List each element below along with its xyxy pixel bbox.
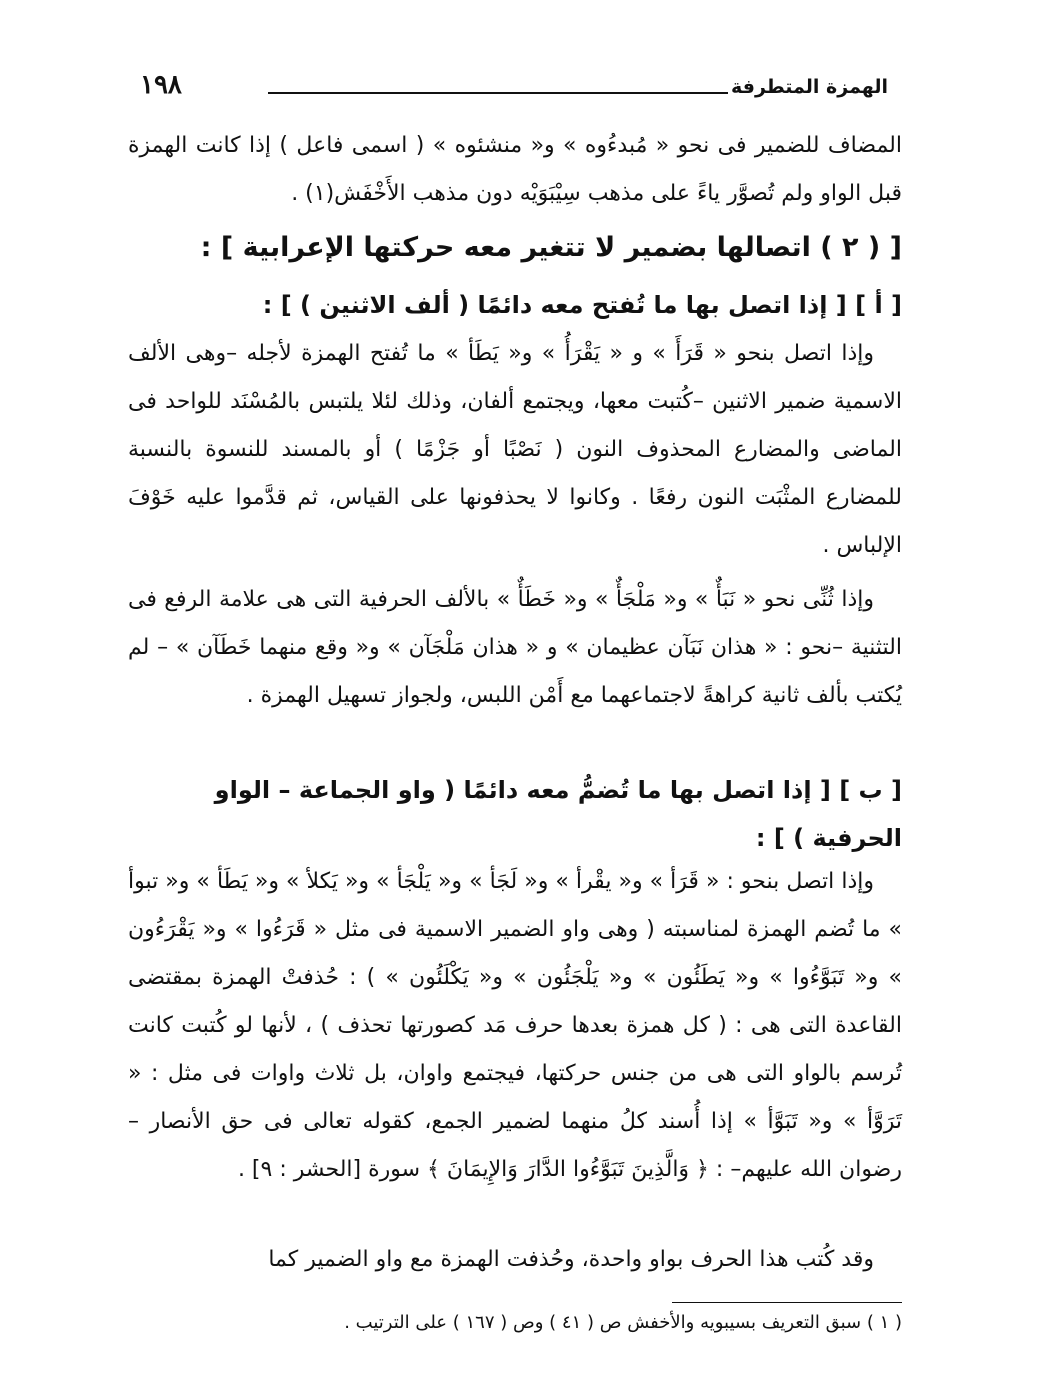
running-title: الهمزة المتطرفة <box>730 76 888 98</box>
subheading-b: [ ب ] [ إذا اتصل بها ما تُضمُّ معه دائمًا ( واو الجماعة – الواو الحرفية ) ] : <box>214 776 902 852</box>
paragraph-3-block <box>128 576 902 720</box>
page-header <box>140 70 888 106</box>
paragraph-4: وإذا اتصل بنحو : « قَرَأ » و« يقْرأ » و« لَجَأ » و« يَلْجَأ » و« يَكلأ » و« يَطَأ » و« تبوأ » ما تُضم الهمزة لمناسبته ( وهى واو الضمير الاسمية فى مثل « قَرَءُوا » و« يَقْرَءُون » و« تَبَوَّءُوا » و« يَطَئُون » و« يَلْجَئُون » و« يَكْلَئُون » ) : حُذفتْ الهمزة بمقتضى القاعدة التى هى : ( كل همزة بعدها حرف مَد كصورتها تحذف ) ، لأنها لو كُتبت كانت تُرسم بالواو التى هى من جنس حركتها، فيجتمع واوان، بل ثلاث واوات فى مثل : « تَرَوَّأ » و« تَبَوَّأ » إذا أُسند كلُ منهما لضمير الجمع، كقوله تعالى فى حق الأنصار –رضوان الله عليهم– : ﴿ وَالَّذِينَ تَبَوَّءُوا الدَّارَ وَالإِيمَانَ ﴾ سورة [الحشر : ٩] . <box>128 869 902 1182</box>
paragraph-5: وقد كُتب هذا الحرف بواو واحدة، وحُذفت الهمزة مع واو الضمير كما <box>268 1247 874 1272</box>
subheading-b-block <box>128 766 902 862</box>
subheading-a: [ أ ] [ إذا اتصل بها ما تُفتح معه دائمًا ( ألف الاثنين ) ] : <box>262 291 902 319</box>
page-number: ١٩٨ <box>140 70 182 100</box>
subheading-a-block <box>128 280 902 330</box>
paragraph-2-block <box>128 330 902 570</box>
footnote: ( ١ ) سبق التعريف بسيبويه والأخفش ص ( ٤١ ) وص ( ١٦٧ ) على الترتيب . <box>344 1312 902 1333</box>
header-rule <box>268 92 728 94</box>
footnote-rule <box>672 1302 902 1303</box>
section-heading-block <box>128 222 902 274</box>
paragraph-5-block <box>128 1236 902 1284</box>
paragraph-2: وإذا اتصل بنحو « قَرَأَ » و « يَقْرَأُ » و« يَطَأ » ما تُفتح الهمزة لأجله –وهى الألف الاسمية ضمير الاثنين –كُتبت معها، ويجتمع ألفان، وذلك لئلا يلتبس بالمُسْنَد للواحد فى الماضى والمضارع المحذوف النون ( نَصْبًا أو جَزْمًا ) أو بالمسند للنسوة بالنسبة للمضارع المثْبَت النون رفعًا . وكانوا لا يحذفونها على القياس، ثم قدَّموا عليه خَوْفَ الإلباس . <box>128 341 902 558</box>
paragraph-3: وإذا ثُنِّى نحو « نَبَأٌ » و« مَلْجَأٌ » و« خَطَأٌ » بالألف الحرفية التى هى علامة الرفع فى التثنية –نحو : « هذان نَبَآن عظيمان » و « هذان مَلْجَآن » و« وقع منهما خَطَآن » – لم يُكتب بألف ثانية كراهةً لاجتماعهما مع أَمْن اللبس، ولجواز تسهيل الهمزة . <box>128 587 902 708</box>
paragraph-1: المضاف للضمير فى نحو « مُبدءُوه » و« منشئوه » ( اسمى فاعل ) إذا كانت الهمزة قبل الواو ولم تُصوَّر ياءً على مذهب سِيْبَوَيْه دون مذهب الأَخْفَش(١) . <box>128 133 902 206</box>
paragraph-4-block <box>128 858 902 1194</box>
paragraph-continuation <box>128 122 902 218</box>
section-heading: [ ( ٢ ) اتصالها بضمير لا تتغير معه حركتها الإعرابية ] : <box>200 232 902 263</box>
